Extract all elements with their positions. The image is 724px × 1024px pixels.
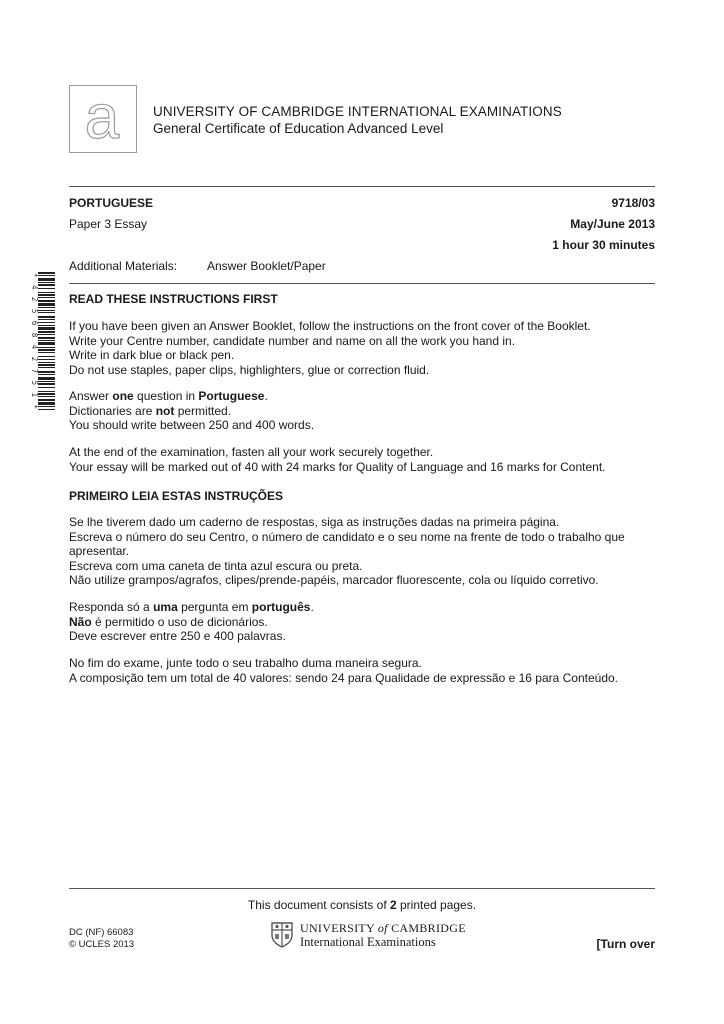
instruction-line: Não utilize grampos/agrafos, clipes/prende-papéis, marcador fluorescente, cola ou líquido corretivo. [69, 573, 599, 587]
brand-line-1: UNIVERSITY of CAMBRIDGE [300, 921, 466, 935]
portuguese-heading: PRIMEIRO LEIA ESTAS INSTRUÇÕES [69, 489, 284, 503]
instruction-line: Your essay will be marked out of 40 with 24 marks for Quality of Language and 16 marks for Content. [69, 459, 606, 474]
board-name: UNIVERSITY OF CAMBRIDGE INTERNATIONAL EXAMINATIONS [153, 104, 562, 119]
instruction-line: At the end of the examination, fasten all your work securely together. [69, 445, 434, 459]
instruction-line: Write your Centre number, candidate number and name on all the work you hand in. [69, 333, 516, 348]
exam-duration: 1 hour 30 minutes [552, 238, 655, 252]
copyright: © UCLES 2013 [69, 939, 135, 950]
english-instructions-end [69, 445, 659, 474]
cambridge-crest-icon [270, 921, 294, 953]
exam-board-logo [69, 85, 137, 153]
english-instructions-answer [69, 389, 659, 433]
barcode-digits: *4256842751* [30, 273, 39, 409]
subject-title: PORTUGUESE [69, 196, 154, 210]
instructions-divider [69, 283, 655, 284]
turn-over-label: [Turn over [596, 937, 655, 951]
page-count: This document consists of 2 printed pages. [247, 898, 477, 912]
instruction-line: Responda só a uma pergunta em português. [69, 600, 314, 614]
instruction-line: Se lhe tiverem dado um caderno de respostas, siga as instruções dadas na primeira página. [69, 515, 560, 529]
instruction-line: Write in dark blue or black pen. [69, 348, 235, 362]
paper-name: Paper 3 Essay [69, 217, 148, 231]
materials-label: Additional Materials: [69, 259, 178, 273]
paper-code: 9718/03 [611, 196, 655, 210]
logo-letter: a [84, 86, 120, 151]
instruction-line: Dictionaries are not permitted. [69, 403, 232, 418]
exam-session: May/June 2013 [570, 217, 655, 231]
candidate-barcode [29, 272, 55, 411]
instruction-line: apresentar. [69, 544, 130, 558]
portuguese-instructions-answer [69, 600, 659, 644]
instruction-line: Answer one question in Portuguese. [69, 389, 268, 403]
instruction-line: Não é permitido o uso de dicionários. [69, 614, 268, 629]
materials-value: Answer Booklet/Paper [207, 259, 326, 273]
instruction-line: A composição tem um total de 40 valores: sendo 24 para Qualidade de expressão e 16 para Conteúdo. [69, 670, 619, 685]
instruction-line: No fim do exame, junte todo o seu trabalho duma maneira segura. [69, 656, 422, 670]
instruction-line: You should write between 250 and 400 words. [69, 418, 315, 432]
document-reference: DC (NF) 66083 [69, 927, 134, 938]
instruction-line: If you have been given an Answer Booklet, follow the instructions on the front cover of the Booklet. [69, 319, 591, 333]
brand-line-2: International Examinations [300, 935, 436, 949]
english-heading: READ THESE INSTRUCTIONS FIRST [69, 292, 278, 306]
footer-divider [69, 888, 655, 889]
portuguese-instructions-general [69, 515, 659, 588]
instruction-line: Escreva o número do seu Centro, o número de candidato e o seu nome na frente de todo o trabalho que [69, 529, 625, 544]
instruction-line: Escreva com uma caneta de tinta azul escura ou preta. [69, 558, 363, 573]
portuguese-instructions-end [69, 656, 659, 685]
instruction-line: Do not use staples, paper clips, highlighters, glue or correction fluid. [69, 362, 430, 377]
english-instructions-general [69, 319, 659, 377]
top-divider [69, 186, 655, 187]
instruction-line: Deve escrever entre 250 e 400 palavras. [69, 629, 286, 643]
qualification-name: General Certificate of Education Advanced Level [153, 121, 444, 136]
